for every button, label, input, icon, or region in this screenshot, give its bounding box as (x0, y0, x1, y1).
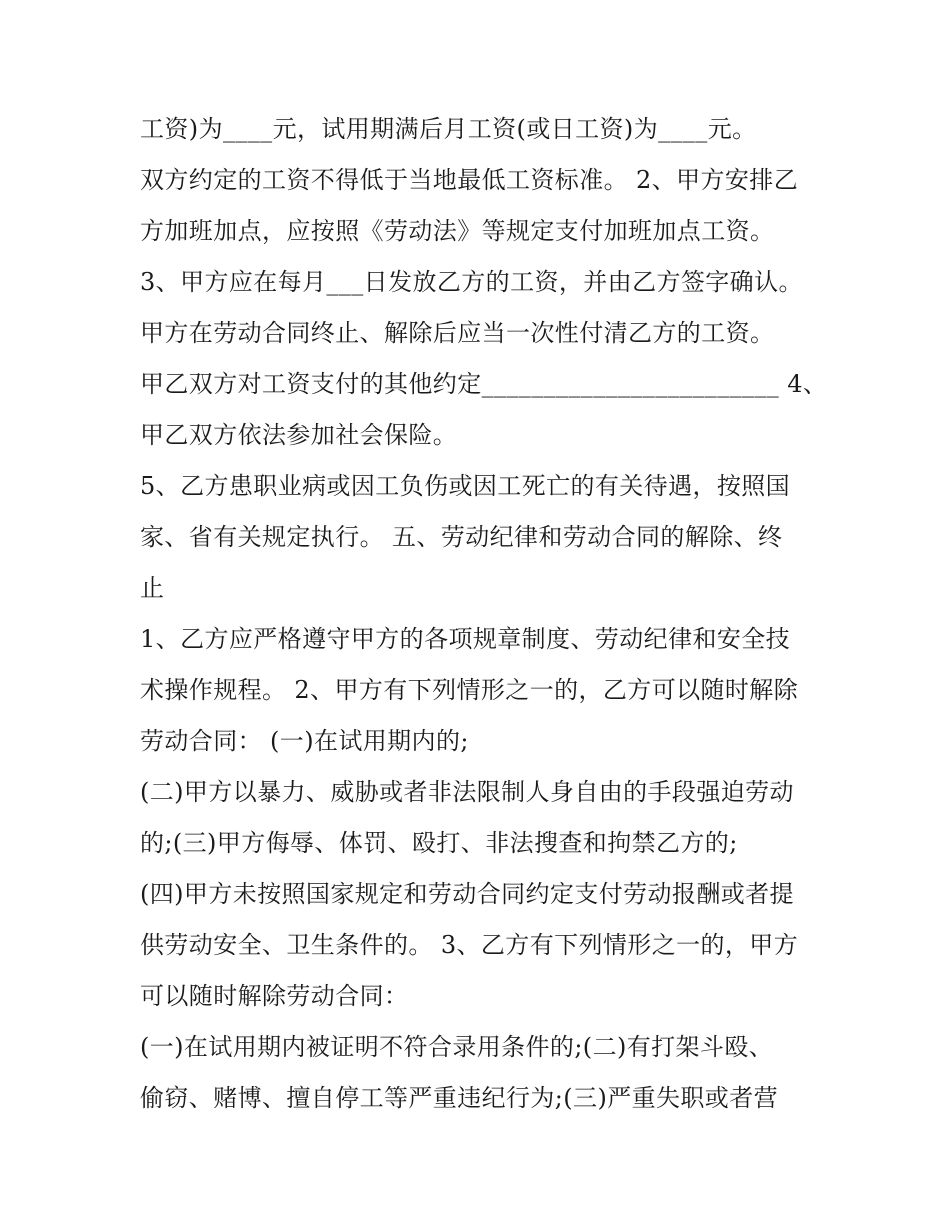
text-line: 方加班加点，应按照《劳动法》等规定支付加班加点工资。 (140, 217, 775, 245)
text-line: 供劳动安全、卫生条件的。 3、乙方有下列情形之一的，甲方 (140, 931, 799, 959)
text-line: 3、甲方应在每月___日发放乙方的工资，并由乙方签字确认。 (140, 268, 803, 296)
text-line: 止 (140, 574, 165, 602)
text-line: 1、乙方应严格遵守甲方的各项规章制度、劳动纪律和安全技 (140, 625, 791, 653)
text-line: 5、乙方患职业病或因工负伤或因工死亡的有关待遇，按照国 (140, 472, 791, 500)
text-line: (二)甲方以暴力、威胁或者非法限制人身自由的手段强迫劳动 (140, 778, 794, 806)
contract-body-text (140, 104, 828, 1124)
text-line: 双方约定的工资不得低于当地最低工资标准。 2、甲方安排乙 (140, 166, 799, 194)
text-line: 甲方在劳动合同终止、解除后应当一次性付清乙方的工资。 (140, 319, 775, 347)
text-line: (四)甲方未按照国家规定和劳动合同约定支付劳动报酬或者提 (140, 880, 794, 908)
text-line: 偷窃、赌博、擅自停工等严重违纪行为;(三)严重失职或者营 (140, 1084, 779, 1112)
text-line: 的;(三)甲方侮辱、体罚、殴打、非法搜查和拘禁乙方的; (140, 829, 738, 857)
text-line: 甲乙双方依法参加社会保险。 (140, 421, 458, 449)
text-line: 术操作规程。 2、甲方有下列情形之一的，乙方可以随时解除 (140, 676, 799, 704)
text-line: 劳动合同： (一)在试用期内的; (140, 727, 469, 755)
text-line: 可以随时解除劳动合同： (140, 982, 409, 1010)
text-line: 工资)为____元，试用期满后月工资(或日工资)为____元。 (140, 115, 757, 143)
text-line: 家、省有关规定执行。 五、劳动纪律和劳动合同的解除、终 (140, 523, 783, 551)
text-line: 甲乙双方对工资支付的其他约定________________________ 4、 (140, 370, 828, 398)
text-line: (一)在试用期内被证明不符合录用条件的;(二)有打架斗殴、 (140, 1033, 774, 1061)
